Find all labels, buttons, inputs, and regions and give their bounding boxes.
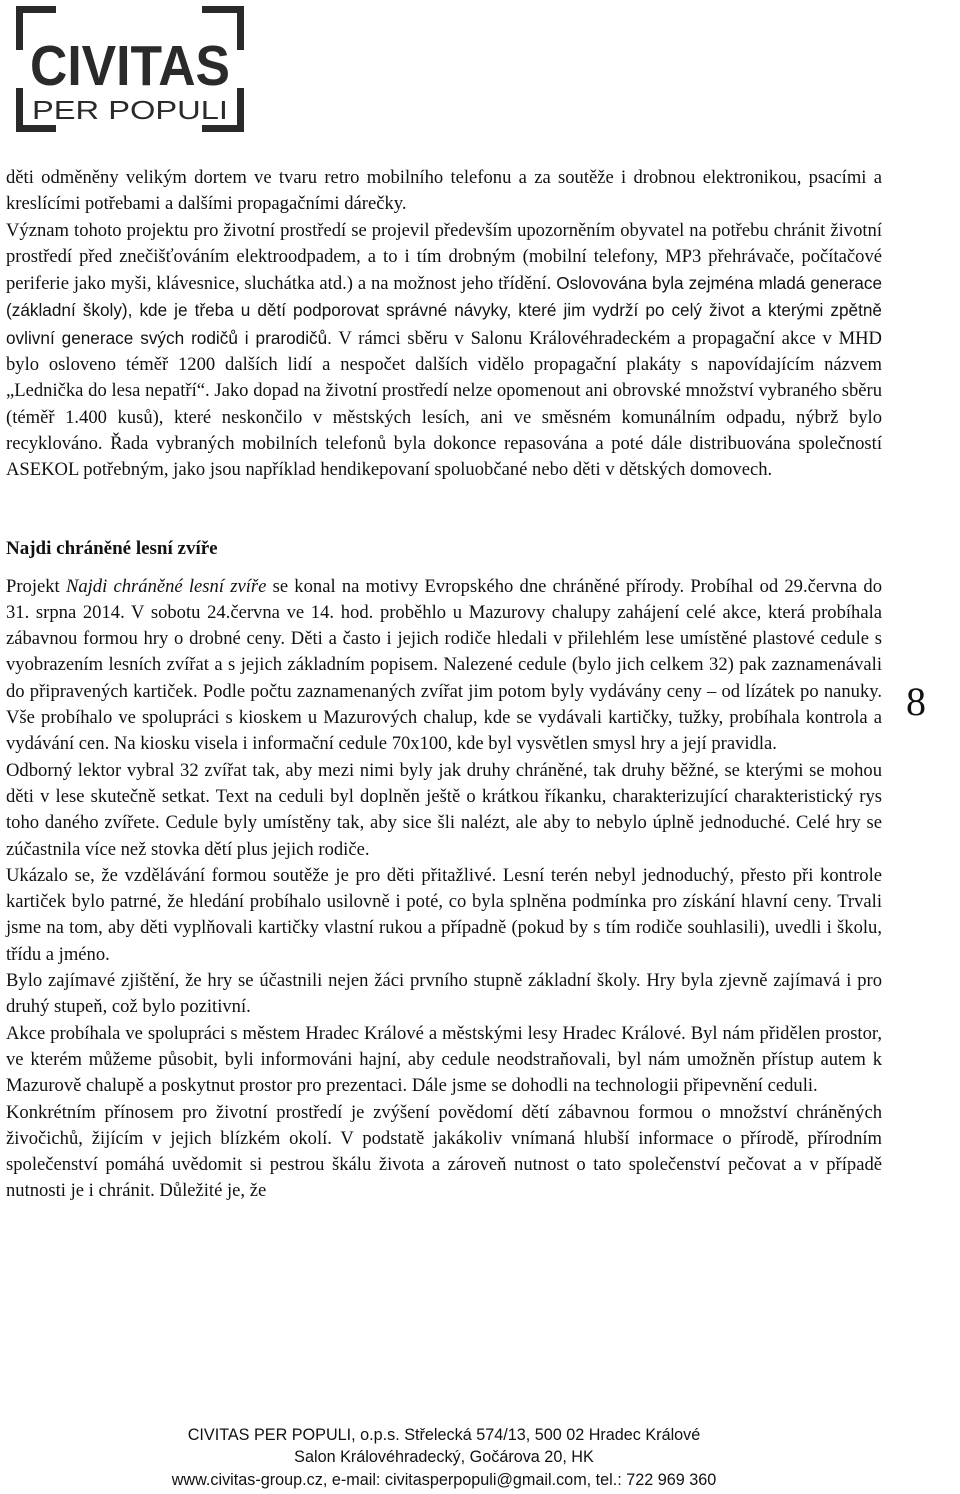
paragraph: Akce probíhala ve spolupráci s městem Hradec Králové a městskými lesy Hradec Králové. Byl nám přidělen prostor, ve kterém můžeme působit, byli informováni hajní, aby cedule neodstraňovali, byl nám umožněn přístup autem k Mazurově chalupě a poskytnut prostor pro prezentaci. Dále jsme se dohodli na technologii připevnění ceduli. [6, 1022, 882, 1097]
page-number: 8 [906, 679, 926, 724]
paragraph: Ukázalo se, že vzdělávání formou soutěže je pro děti přitažlivé. Lesní terén nebyl jednoduchý, přesto při kontrole kartiček bylo patrné, že hledání probíhalo usilovně i poté, co byla splněna podmínka pro získání hlavní ceny. Trvali jsme na tom, aby děti vyplňovali kartičky vlastní rukou a případně (pokud by s tím rodiče souhlasili), uvedli i školu, třídu a jméno. [6, 864, 882, 965]
paragraph: děti odměněny velikým dortem ve tvaru retro mobilního telefonu a za soutěže i drobnou elektronikou, psacími a kreslícími potřebami a dalšími propagačními dárečky. [6, 167, 882, 215]
project-name: Najdi chráněné lesní zvíře [65, 575, 267, 597]
section-heading: Najdi chráněné lesní zvíře [6, 537, 218, 559]
paragraph: Konkrétním přínosem pro životní prostředí je zvýšení povědomí dětí zábavnou formou o množství chráněných živočichů, žijícím v jejich blízkém okolí. V podstatě jakákoliv vnímaná hlubší informace o přírodě, přírodním společenství pomáhá uvědomit si pestrou škálu života a zároveň nutnost o tato společenství pečovat a v případě nutnosti je i chránit. Důležité je, že [6, 1101, 882, 1202]
paragraph: Význam tohoto projektu pro životní prostředí se projevil především upozorněním obyvatel na potřebu chránit životní prostředí před znečišťováním elektroodpadem, a to i tím drobným (mobilní telefony, MP3 přehrávače, počítačové periferie jako myši, klávesnice, sluchátka atd.) a na možnost jeho třídění. Oslovována byla zejména mladá generace (základní školy), kde je třeba u dětí podporovat správné návyky, které jim vydrží po celý život a kterými zpětně ovlivní generace svých rodičů i prarodičů. V rámci sběru v Salonu Královéhradeckém a propagační akce v MHD bylo osloveno téměř 1200 dalších lidí a nespočet dalších vidělo propagační plakáty s napovídajícím názvem „Lednička do lesa nepatří“. Jako dopad na životní prostředí nelze opomenout ani obrovské množství vybraného sběru (téměř 1.400 kusů), které neskončilo v městských lesích, ani ve směsném komunálním odpadu, nýbrž bylo recyklováno. Řada vybraných mobilních telefonů byla dokonce repasována a poté dále distribuována společností ASEKOL potřebným, jako jsou například hendikepovaní spoluobčané nebo děti v dětských domovech. [6, 219, 882, 481]
footer-address: CIVITAS PER POPULI, o.p.s. Střelecká 574/13, 500 02 Hradec Králové [187, 1426, 701, 1444]
paragraph: Odborný lektor vybral 32 zvířat tak, aby mezi nimi byly jak druhy chráněné, tak druhy běžné, se kterými se mohou děti v lese skutečně setkat. Text na ceduli byl doplněn ještě o krátkou říkanku, charakterizující charakteristický rys toho daného zvířete. Cedule byly umístěny tak, aby sice šli nalézt, ale aby to nebylo úplně jednoduché. Celé hry se zúčastnila více než stovka dětí plus jejich rodiče. [6, 759, 882, 860]
civitas-logo [16, 6, 244, 132]
footer-contact: www.civitas-group.cz, e-mail: civitasperpopuli@gmail.com, tel.: 722 969 360 [171, 1470, 717, 1489]
logo-title: CIVITAS [30, 34, 230, 98]
paragraph: Bylo zajímavé zjištění, že hry se účastnili nejen žáci prvního stupně základní školy. Hry byla zjevně zajímavá i pro druhý stupeň, což bylo pozitivní. [6, 970, 882, 1018]
main-content [6, 165, 882, 1205]
footer [0, 1424, 888, 1491]
paragraph: Projekt Najdi chráněné lesní zvíře se konal na motivy Evropského dne chráněné přírody. Probíhal od 29.června do 31. srpna 2014. V sobotu 24.června ve 14. hod. proběhlo u Mazurovy chalupy zahájení celé akce, která probíhala zábavnou formou hry o drobné ceny. Děti a často i jejich rodiče hledali v přilehlém lese umístěné plastové cedule s vyobrazením lesních zvířat a s jejich základním popisem. Nalezené cedule (bylo jich celkem 32) pak zaznamenávali do připravených kartiček. Podle počtu zaznamenaných zvířat jim potom byly vydávány ceny – od lízátek po nanuky. Vše probíhalo ve spolupráci s kioskem u Mazurových chalup, kde se vydávali kartičky, tužky, probíhala kontrola a vydávání cen. Na kiosku visela i informační cedule 70x100, kde byl vysvětlen smysl hry a její pravidla. [6, 575, 882, 755]
footer-salon: Salon Královéhradecký, Gočárova 20, HK [294, 1448, 594, 1467]
logo-subtitle: PER POPULI [32, 95, 228, 125]
